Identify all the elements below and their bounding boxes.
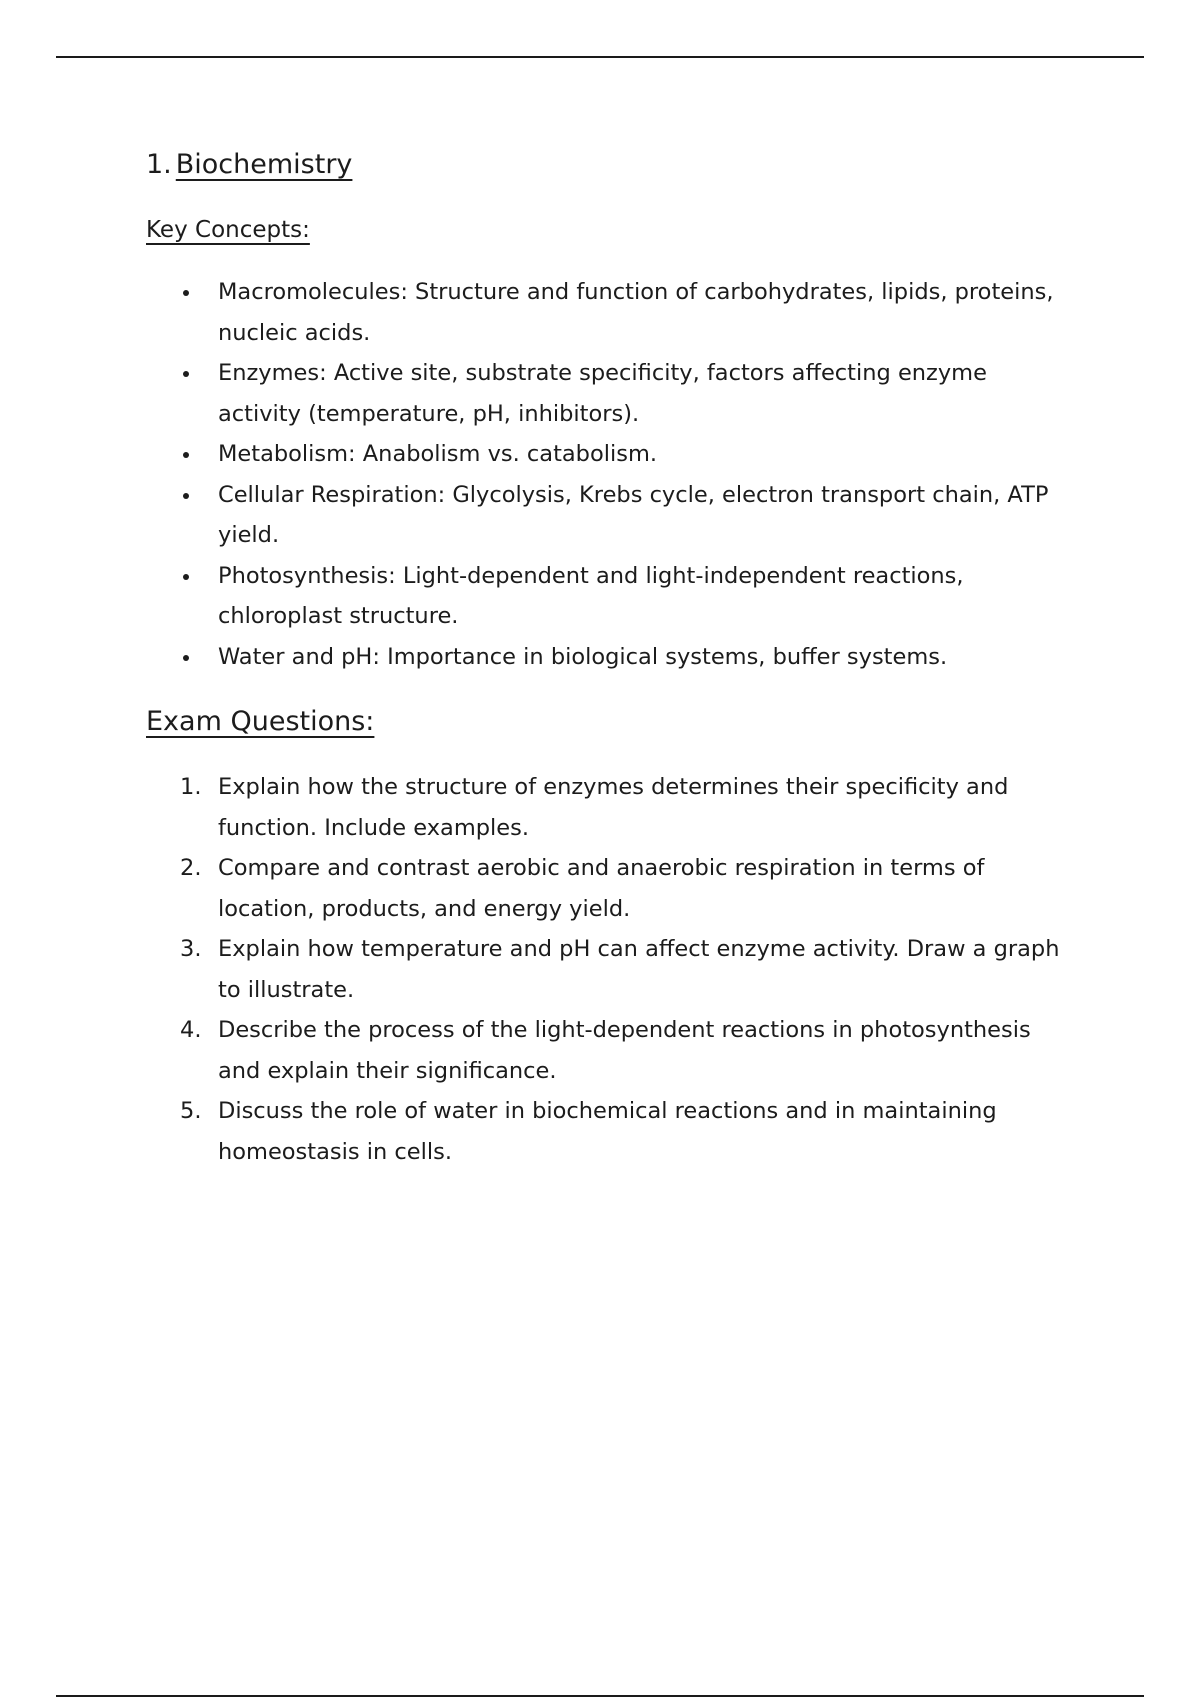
list-item: Cellular Respiration: Glycolysis, Krebs cycle, electron transport chain, ATP yield. — [218, 475, 1076, 556]
document-body — [146, 146, 1076, 1172]
question-number: 4. — [180, 1017, 202, 1043]
question-number: 2. — [180, 855, 202, 881]
question-text: Explain how temperature and pH can affect enzyme activity. Draw a graph to illustrate. — [218, 936, 1060, 1003]
key-concepts-heading: Key Concepts: — [146, 217, 310, 243]
question-text: Discuss the role of water in biochemical reactions and in maintaining homeostasis in cells. — [218, 1098, 997, 1165]
question-item — [180, 1091, 1076, 1172]
list-item: Photosynthesis: Light-dependent and light-independent reactions, chloroplast structure. — [218, 556, 1076, 637]
question-item — [180, 929, 1076, 1010]
section-title: Biochemistry — [175, 149, 353, 180]
question-item — [180, 848, 1076, 929]
section-heading — [146, 146, 1076, 184]
list-item: Water and pH: Importance in biological systems, buffer systems. — [218, 637, 1076, 678]
question-item — [180, 1010, 1076, 1091]
question-text: Explain how the structure of enzymes determines their specificity and function. Include examples. — [218, 774, 1009, 841]
question-text: Compare and contrast aerobic and anaerobic respiration in terms of location, products, and energy yield. — [218, 855, 985, 922]
exam-questions-heading: Exam Questions: — [146, 706, 375, 737]
list-item: Metabolism: Anabolism vs. catabolism. — [218, 434, 1076, 475]
exam-questions-list — [146, 767, 1076, 1172]
list-item: Enzymes: Active site, substrate specificity, factors affecting enzyme activity (temperature, pH, inhibitors). — [218, 353, 1076, 434]
list-item: Macromolecules: Structure and function of carbohydrates, lipids, proteins, nucleic acids. — [218, 272, 1076, 353]
bottom-rule — [56, 1695, 1144, 1697]
question-text: Describe the process of the light-dependent reactions in photosynthesis and explain their significance. — [218, 1017, 1031, 1084]
section-number: 1. — [146, 149, 172, 180]
key-concepts-list — [146, 272, 1076, 677]
question-number: 1. — [180, 774, 202, 800]
question-number: 3. — [180, 936, 202, 962]
question-number: 5. — [180, 1098, 202, 1124]
question-item — [180, 767, 1076, 848]
top-rule — [56, 56, 1144, 58]
